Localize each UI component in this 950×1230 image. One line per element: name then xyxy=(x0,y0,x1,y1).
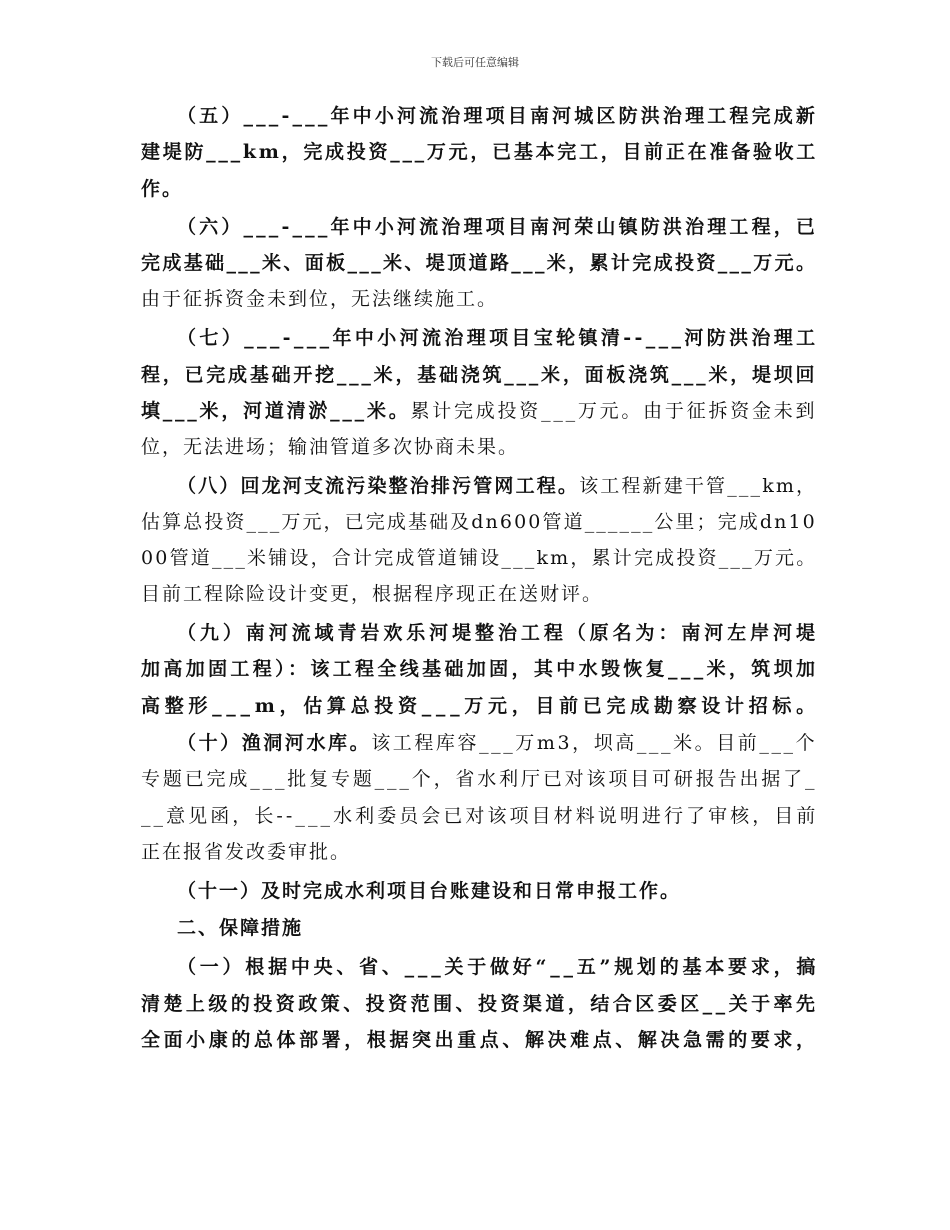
bold-text: 二、保障措施 xyxy=(177,917,304,939)
text-line xyxy=(141,399,817,423)
bold-text: （十）渔洞河水库。 xyxy=(177,732,372,754)
text-line xyxy=(177,916,303,940)
text-line xyxy=(141,510,817,534)
text-line xyxy=(141,767,817,791)
bold-text: 清楚上级的投资政策、投资范围、投资渠道，结合区委区__关于率先 xyxy=(141,993,819,1015)
text-line xyxy=(141,694,820,718)
regular-text: 估算总投资___万元，已完成基础及dn600管道______公里；完成dn10 xyxy=(141,511,817,533)
text-line xyxy=(141,251,817,275)
regular-text: 专题已完成___批复专题___个，省水利厅已对该项目可研报告出据了_ xyxy=(141,768,818,790)
bold-text: 填___米，河道清淤___米。 xyxy=(141,400,411,422)
bold-text: （八）回龙河支流污染整治排污管网工程。 xyxy=(177,475,580,497)
regular-text: 累计完成投资___万元。由于征拆资金未到 xyxy=(410,400,818,422)
text-line xyxy=(141,657,818,681)
text-line xyxy=(177,474,817,498)
bold-text: 完成基础___米、面板___米、堤顶道路___米，累计完成投资___万元。 xyxy=(141,252,818,274)
regular-text: 该工程新建干管___km， xyxy=(579,475,818,497)
regular-text: 位，无法进场；输油管道多次协商未果。 xyxy=(141,436,520,458)
regular-text: 00管道___米铺设，合计完成管道铺设___km，累计完成投资___万元。 xyxy=(141,547,818,569)
text-line xyxy=(141,804,818,828)
text-line xyxy=(141,546,817,570)
text-line xyxy=(177,215,818,239)
text-line xyxy=(177,731,817,755)
bold-text: 建堤防___km，完成投资___万元，已基本完工，目前正在准备验收工 xyxy=(141,141,818,163)
bold-text: 作。 xyxy=(141,178,184,200)
regular-text: 该工程库容___万m3，坝高___米。目前___个 xyxy=(371,732,818,754)
bold-text: （六）___-___年中小河流治理项目南河荣山镇防洪治理工程，已 xyxy=(177,216,819,238)
text-line xyxy=(141,1028,819,1052)
bold-text: （七）___-___年中小河流治理项目宝轮镇清--___河防洪治理工 xyxy=(177,327,819,349)
text-line xyxy=(141,435,519,459)
bold-text: （十一）及时完成水利项目台账建设和日常申报工作。 xyxy=(177,880,682,902)
regular-text: 目前工程除险设计变更，根据程序现正在送财评。 xyxy=(141,583,604,605)
text-line xyxy=(177,879,681,903)
regular-text: 由于征拆资金未到位，无法继续施工。 xyxy=(141,288,499,310)
text-line xyxy=(141,177,183,201)
bold-text: 程，已完成基础开挖___米，基础浇筑___米，面板浇筑___米，堤坝回 xyxy=(141,364,818,386)
regular-text: __意见函，长--___水利委员会已对该项目材料说明进行了审核，目前 xyxy=(141,805,819,827)
bold-text: 加高加固工程）：该工程全线基础加固，其中水毁恢复___米，筑坝加 xyxy=(141,658,819,680)
regular-text: 正在报省发改委审批。 xyxy=(141,841,352,863)
bold-text: 高整形___m，估算总投资___万元，目前已完成勘察设计招标。 xyxy=(141,695,820,717)
bold-text: （九）南河流域青岩欢乐河堤整治工程（原名为：南河左岸河堤 xyxy=(177,622,819,644)
text-line xyxy=(141,840,351,864)
text-line xyxy=(177,104,818,128)
text-line xyxy=(141,287,498,311)
bold-text: （五）___-___年中小河流治理项目南河城区防洪治理工程完成新 xyxy=(177,105,819,127)
text-line xyxy=(177,621,819,645)
text-line xyxy=(177,955,819,979)
page-header: 下载后可任意编辑 xyxy=(431,56,519,69)
bold-text: （一）根据中央、省、___关于做好“__五”规划的基本要求，搞 xyxy=(177,956,820,978)
text-line xyxy=(141,140,818,164)
text-line xyxy=(141,363,817,387)
text-line xyxy=(177,326,819,350)
bold-text: 全面小康的总体部署，根据突出重点、解决难点、解决急需的要求， xyxy=(141,1029,819,1051)
text-line xyxy=(141,992,818,1016)
text-line xyxy=(141,582,603,606)
